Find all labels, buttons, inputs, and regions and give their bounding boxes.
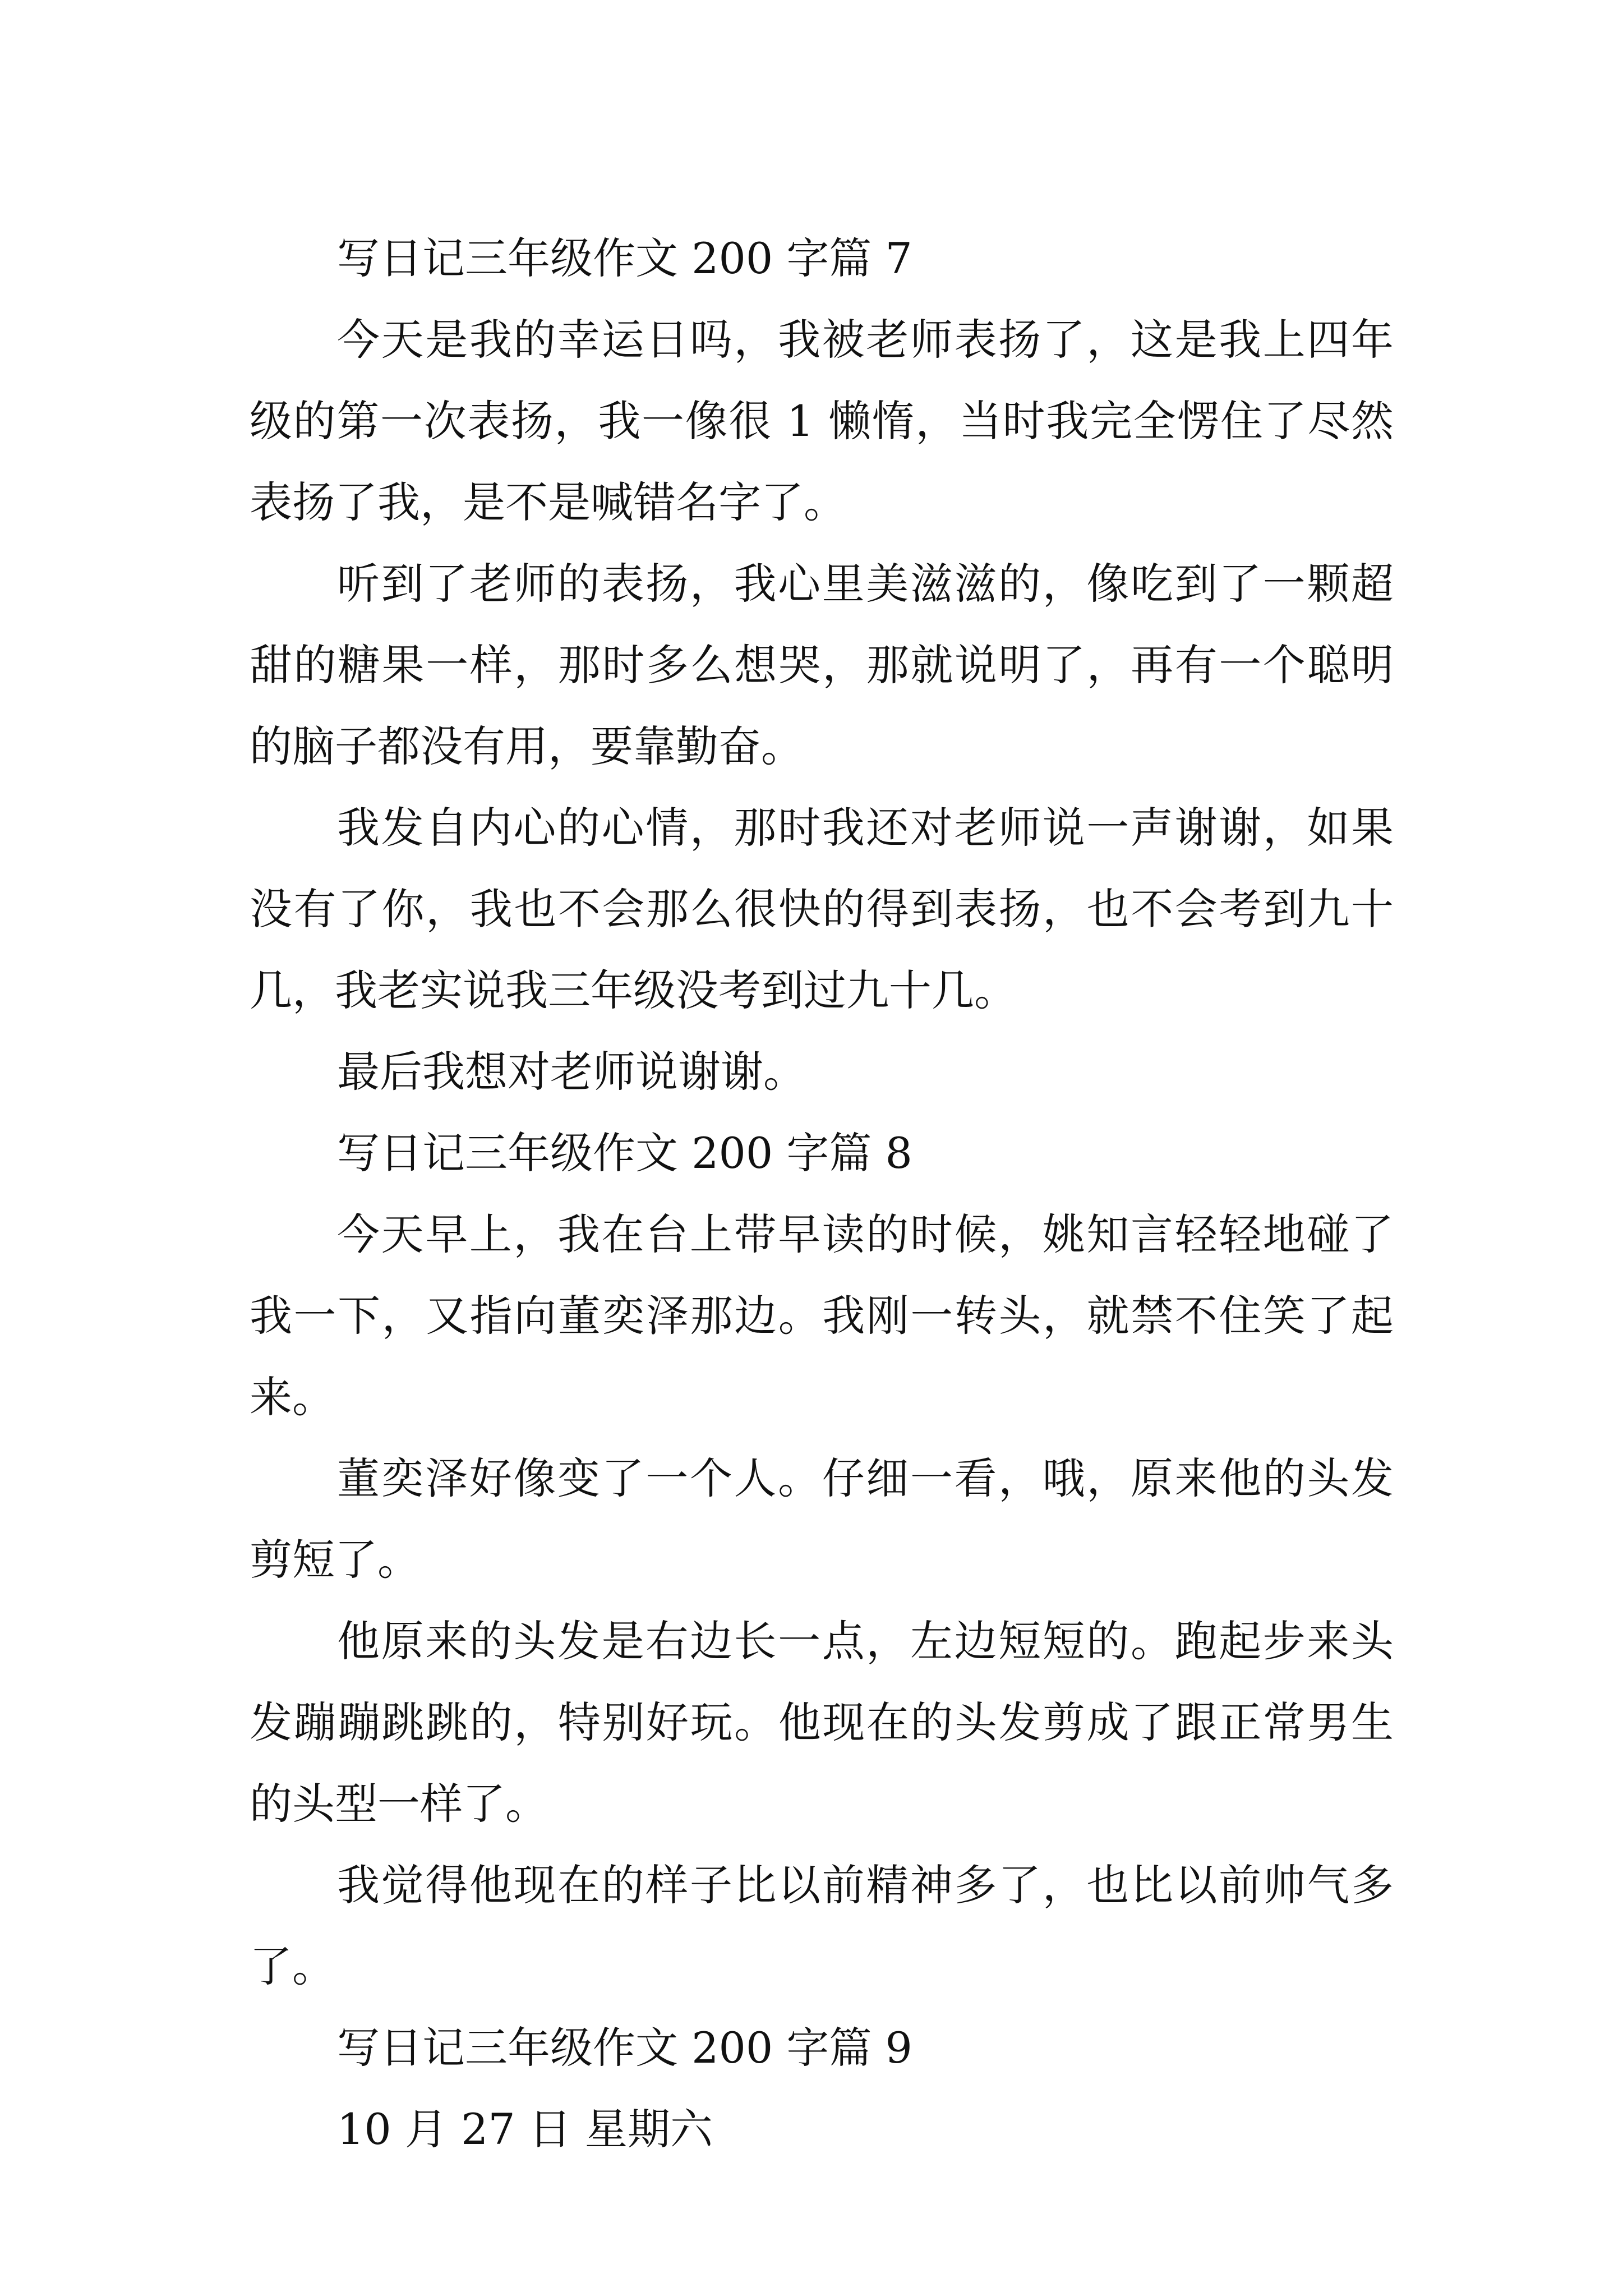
text-line: 甜的糖果一样，那时多么想哭，那就说明了，再有一个聪明 <box>250 640 1394 690</box>
text-line: 几，我老实说我三年级没考到过九十几。 <box>250 965 1017 1015</box>
text-line: 的脑子都没有用，要靠勤奋。 <box>250 721 804 771</box>
text-line: 表扬了我，是不是喊错名字了。 <box>250 477 846 527</box>
text-line: 级的第一次表扬，我一像很 1 懒惰，当时我完全愣住了尽然 <box>250 396 1394 446</box>
text-line: 来。 <box>250 1372 335 1422</box>
text-line: 今天是我的幸运日吗，我被老师表扬了，这是我上四年 <box>337 315 1394 365</box>
document-body <box>250 218 1394 2170</box>
text-line: 写日记三年级作文 200 字篇 9 <box>337 2023 912 2073</box>
text-line: 的头型一样了。 <box>250 1779 548 1829</box>
text-line: 最后我想对老师说谢谢。 <box>337 1047 806 1097</box>
text-line: 听到了老师的表扬，我心里美滋滋的，像吃到了一颗超 <box>337 559 1394 609</box>
text-line: 我一下，又指向董奕泽那边。我刚一转头，就禁不住笑了起 <box>250 1291 1394 1341</box>
text-line: 剪短了。 <box>250 1535 420 1585</box>
text-line: 写日记三年级作文 200 字篇 8 <box>337 1128 912 1178</box>
text-line: 了。 <box>250 1941 335 1991</box>
text-line: 没有了你，我也不会那么很快的得到表扬，也不会考到九十 <box>250 884 1394 934</box>
text-line: 写日记三年级作文 200 字篇 7 <box>337 233 912 283</box>
text-line: 10 月 27 日 星期六 <box>337 2104 713 2154</box>
text-line: 我发自内心的心情，那时我还对老师说一声谢谢，如果 <box>337 803 1394 853</box>
text-line: 董奕泽好像变了一个人。仔细一看，哦，原来他的头发 <box>337 1453 1394 1503</box>
text-line: 我觉得他现在的样子比以前精神多了，也比以前帅气多 <box>337 1860 1394 1910</box>
text-line: 他原来的头发是右边长一点，左边短短的。跑起步来头 <box>337 1616 1394 1666</box>
text-line: 今天早上，我在台上带早读的时候，姚知言轻轻地碰了 <box>337 1209 1394 1259</box>
text-line: 发蹦蹦跳跳的，特别好玩。他现在的头发剪成了跟正常男生 <box>250 1697 1394 1747</box>
